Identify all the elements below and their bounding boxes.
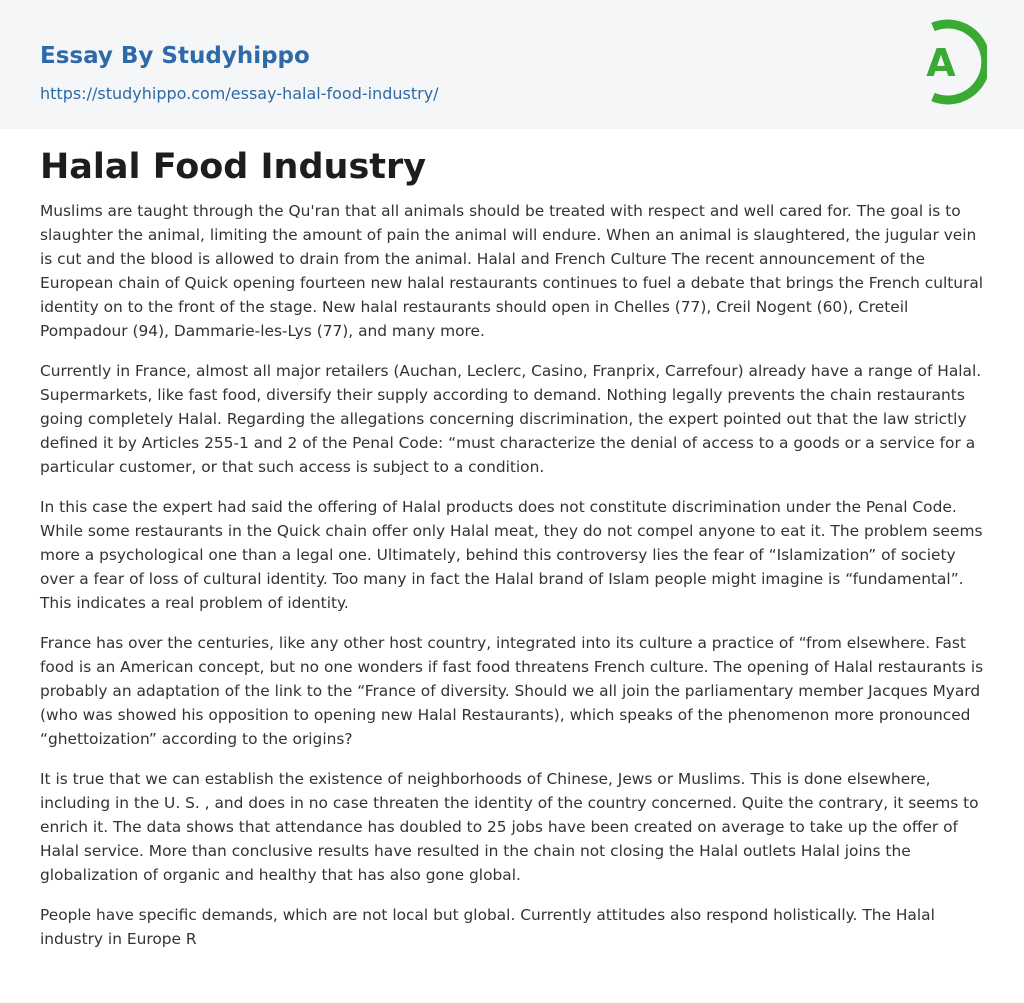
essay-paragraph: In this case the expert had said the offering of Halal products does not constitute discrimination under the Penal Code. While some restaurants in the Quick chain offer only Halal meat, they do not compel anyone to eat it. The problem seems more a psychological one than a legal one. Ultimately, behind this controversy lies the fear of “Islamization” of society over a fear of loss of cultural identity. Too many in fact the Halal brand of Islam people might imagine is “fundamental”. This indicates a real problem of identity. xyxy=(40,498,983,612)
essay-paragraph: It is true that we can establish the existence of neighborhoods of Chinese, Jews or Muslims. This is done elsewhere, including in the U. S. , and does in no case threaten the identity of the country concerned. Quite the contrary, it seems to enrich it. The data shows that attendance has doubled to 25 jobs have been created on average to take up the offer of Halal service. More than conclusive results have resulted in the chain not closing the Halal outlets Halal joins the globalization of organic and healthy that has also gone global. xyxy=(40,770,979,884)
logo-letter: A xyxy=(926,41,956,85)
essay-content xyxy=(40,145,985,967)
essay-paragraph: People have specific demands, which are not local but global. Currently attitudes also respond holistically. The Halal industry in Europe R xyxy=(40,906,935,948)
site-header xyxy=(0,0,1024,129)
essay-paragraph: Currently in France, almost all major retailers (Auchan, Leclerc, Casino, Franprix, Carrefour) already have a range of Halal. Supermarkets, like fast food, diversify their supply according to demand. Nothing legally prevents the chain restaurants going completely Halal. Regarding the allegations concerning discrimination, the expert pointed out that the law strictly defined it by Articles 255-1 and 2 of the Penal Code: “must characterize the denial of access to a goods or a service for a particular customer, or that such access is subject to a condition. xyxy=(40,362,982,476)
essay-paragraph: France has over the centuries, like any other host country, integrated into its culture a practice of “from elsewhere. Fast food is an American concept, but no one wonders if fast food threatens French culture. The opening of Halal restaurants is probably an adaptation of the link to the “France of diversity. Should we all join the parliamentary member Jacques Myard (who was showed his opposition to opening new Halal Restaurants), which speaks of the phenomenon more pronounced “ghettoization” according to the origins? xyxy=(40,634,984,748)
essay-paragraph: Muslims are taught through the Qu'ran that all animals should be treated with respect and well cared for. The goal is to slaughter the animal, limiting the amount of pain the animal will endure. When an animal is slaughtered, the jugular vein is cut and the blood is allowed to drain from the animal. Halal and French Culture The recent announcement of the European chain of Quick opening fourteen new halal restaurants continues to fuel a debate that brings the French cultural identity on to the front of the stage. New halal restaurants should open in Chelles (77), Creil Nogent (60), Creteil Pompadour (94), Dammarie-les-Lys (77), and many more. xyxy=(40,202,984,340)
source-url-link[interactable]: https://studyhippo.com/essay-halal-food-industry/ xyxy=(40,84,439,103)
studyhippo-logo[interactable] xyxy=(911,19,987,105)
page-title: Halal Food Industry xyxy=(40,147,427,187)
site-brand[interactable]: Essay By Studyhippo xyxy=(40,43,310,69)
